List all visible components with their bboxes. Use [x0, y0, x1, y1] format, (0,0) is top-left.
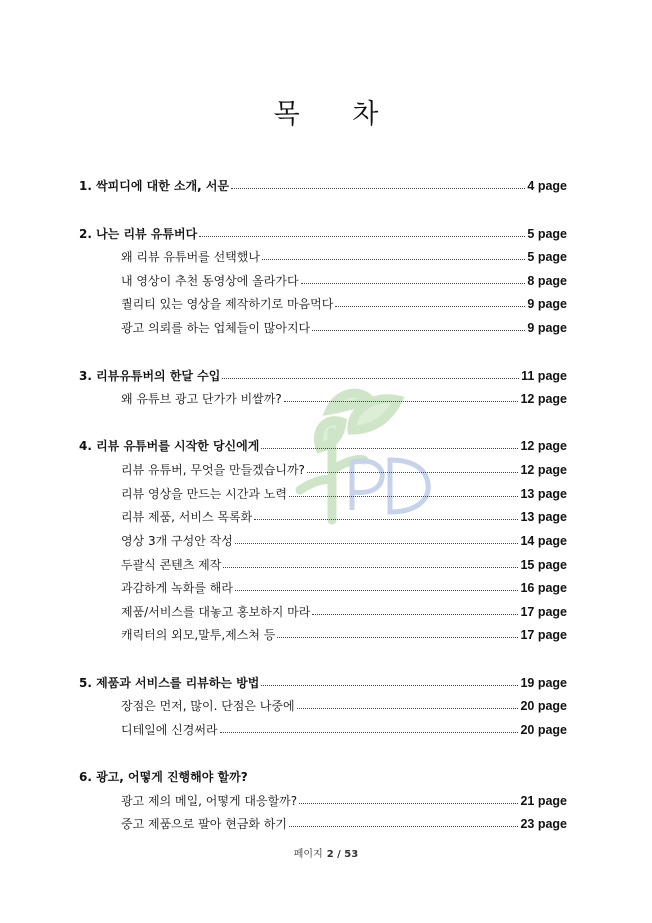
toc-entry-label: 왜 리뷰 유튜버를 선택했나 — [121, 250, 260, 264]
toc-entry-label: 4. 리뷰 유튜버를 시작한 당신에게 — [79, 439, 260, 453]
toc-entry-page: 20 page — [520, 723, 567, 737]
toc-entry-page: 13 page — [520, 510, 567, 524]
toc-entry-label: 리뷰 제품, 서비스 목록화 — [121, 510, 253, 524]
toc-entry-label: 왜 유튜브 광고 단가가 비쌀까? — [121, 392, 282, 406]
toc-leader — [289, 496, 518, 497]
toc-entry-label: 5. 제품과 서비스를 리뷰하는 방법 — [79, 676, 260, 690]
toc-entry[interactable] — [121, 580, 567, 596]
toc-leader — [301, 283, 526, 284]
toc-leader — [312, 614, 518, 615]
toc-leader — [289, 826, 518, 827]
toc-entry-label: 리뷰 영상을 만드는 시간과 노력 — [121, 487, 287, 501]
toc-entry-label: 과감하게 녹화를 해라 — [121, 581, 233, 595]
toc-leader — [277, 637, 518, 638]
toc-entry-page: 23 page — [520, 817, 567, 831]
page-number: 2 / 53 — [326, 849, 359, 860]
toc-leader — [299, 803, 518, 804]
toc-entry-page: 21 page — [520, 794, 567, 808]
toc-entry[interactable] — [121, 604, 567, 620]
toc-leader — [335, 306, 525, 307]
toc-entry-page: 17 page — [520, 628, 567, 642]
toc-entry[interactable] — [121, 698, 567, 714]
toc-leader — [284, 401, 519, 402]
toc-entry-label: 중고 제품으로 팔아 현금화 하기 — [121, 817, 287, 831]
toc-leader — [261, 685, 518, 686]
toc-leader — [235, 543, 519, 544]
page-title: 목 차 — [273, 99, 401, 130]
toc-entry[interactable] — [121, 816, 567, 832]
toc-entry-page: 13 page — [520, 487, 567, 501]
toc-leader — [231, 188, 525, 189]
toc-entry[interactable] — [79, 769, 567, 785]
toc-entry[interactable] — [121, 627, 567, 643]
toc-entry[interactable] — [121, 462, 567, 478]
toc-entry[interactable] — [121, 249, 567, 265]
toc-entry[interactable] — [79, 226, 567, 242]
toc-entry-page: 14 page — [520, 534, 567, 548]
toc-entry-label: 6. 광고, 어떻게 진행해야 할까? — [79, 770, 248, 784]
toc-entry-page: 4 page — [527, 179, 567, 193]
toc-entry-label: 퀄리티 있는 영상을 제작하기로 마음먹다 — [121, 297, 334, 311]
toc-leader — [297, 708, 519, 709]
toc-entry-page: 9 page — [527, 297, 567, 311]
toc-leader — [199, 236, 525, 237]
toc-entry[interactable] — [121, 509, 567, 525]
toc-entry-page: 20 page — [520, 699, 567, 713]
toc-entry-page: 12 page — [520, 439, 567, 453]
toc-leader — [235, 590, 518, 591]
toc-entry-label: 광고 제의 메일, 어떻게 대응할까? — [121, 794, 298, 808]
toc-entry-page: 16 page — [520, 581, 567, 595]
toc-entry[interactable] — [121, 486, 567, 502]
toc-leader — [307, 472, 519, 473]
toc-leader — [254, 519, 518, 520]
toc-entry-label: 1. 싹피디에 대한 소개, 서문 — [79, 179, 230, 193]
toc-entry[interactable] — [121, 320, 567, 336]
footer-label: 페이지 — [293, 849, 323, 860]
toc-entry-page: 17 page — [520, 605, 567, 619]
toc-entry[interactable] — [121, 296, 567, 312]
toc-entry-label: 내 영상이 추천 동영상에 올라가다 — [121, 274, 299, 288]
toc-entry[interactable] — [121, 391, 567, 407]
toc-entry-page: 12 page — [520, 463, 567, 477]
toc-entry[interactable] — [79, 178, 567, 194]
toc-entry-label: 3. 리뷰유튜버의 한달 수입 — [79, 369, 221, 383]
toc-entry[interactable] — [121, 557, 567, 573]
toc-entry-page: 12 page — [520, 392, 567, 406]
toc-entry-page: 19 page — [520, 676, 567, 690]
toc-leader — [312, 330, 525, 331]
toc-entry-page: 15 page — [520, 558, 567, 572]
toc-entry[interactable] — [121, 793, 567, 809]
toc-entry-label: 2. 나는 리뷰 유튜버다 — [79, 227, 198, 241]
toc-entry-page: 5 page — [527, 250, 567, 264]
toc-entry[interactable] — [121, 533, 567, 549]
toc-entry-label: 두괄식 콘텐츠 제작 — [121, 558, 222, 572]
toc-leader — [262, 259, 525, 260]
page-footer — [0, 845, 652, 860]
toc-entry-label: 캐릭터의 외모,말투,제스쳐 등 — [121, 628, 276, 642]
toc-entry[interactable] — [79, 675, 567, 691]
toc-leader — [261, 448, 518, 449]
toc-entry-label: 장점은 먼저, 많이. 단점은 나중에 — [121, 699, 295, 713]
toc-entry-page: 8 page — [527, 274, 567, 288]
toc-leader — [222, 378, 519, 379]
toc-entry-label: 디테일에 신경써라 — [121, 723, 218, 737]
toc-entry-page: 11 page — [521, 369, 567, 383]
toc-entry[interactable] — [121, 273, 567, 289]
toc-entry-label: 제품/서비스를 대놓고 홍보하지 마라 — [121, 605, 311, 619]
toc-entry-page: 9 page — [527, 321, 567, 335]
toc-entry[interactable] — [121, 722, 567, 738]
toc-entry[interactable] — [79, 438, 567, 454]
toc-entry-label: 광고 의뢰를 하는 업체들이 많아지다 — [121, 321, 311, 335]
toc-entry[interactable] — [79, 368, 567, 384]
toc-entry-label: 리뷰 유튜버, 무엇을 만들겠습니까? — [121, 463, 305, 477]
toc-entry-page: 5 page — [527, 227, 567, 241]
toc-leader — [223, 567, 518, 568]
toc-leader — [220, 732, 519, 733]
toc-entry-label: 영상 3개 구성안 작성 — [121, 534, 233, 548]
